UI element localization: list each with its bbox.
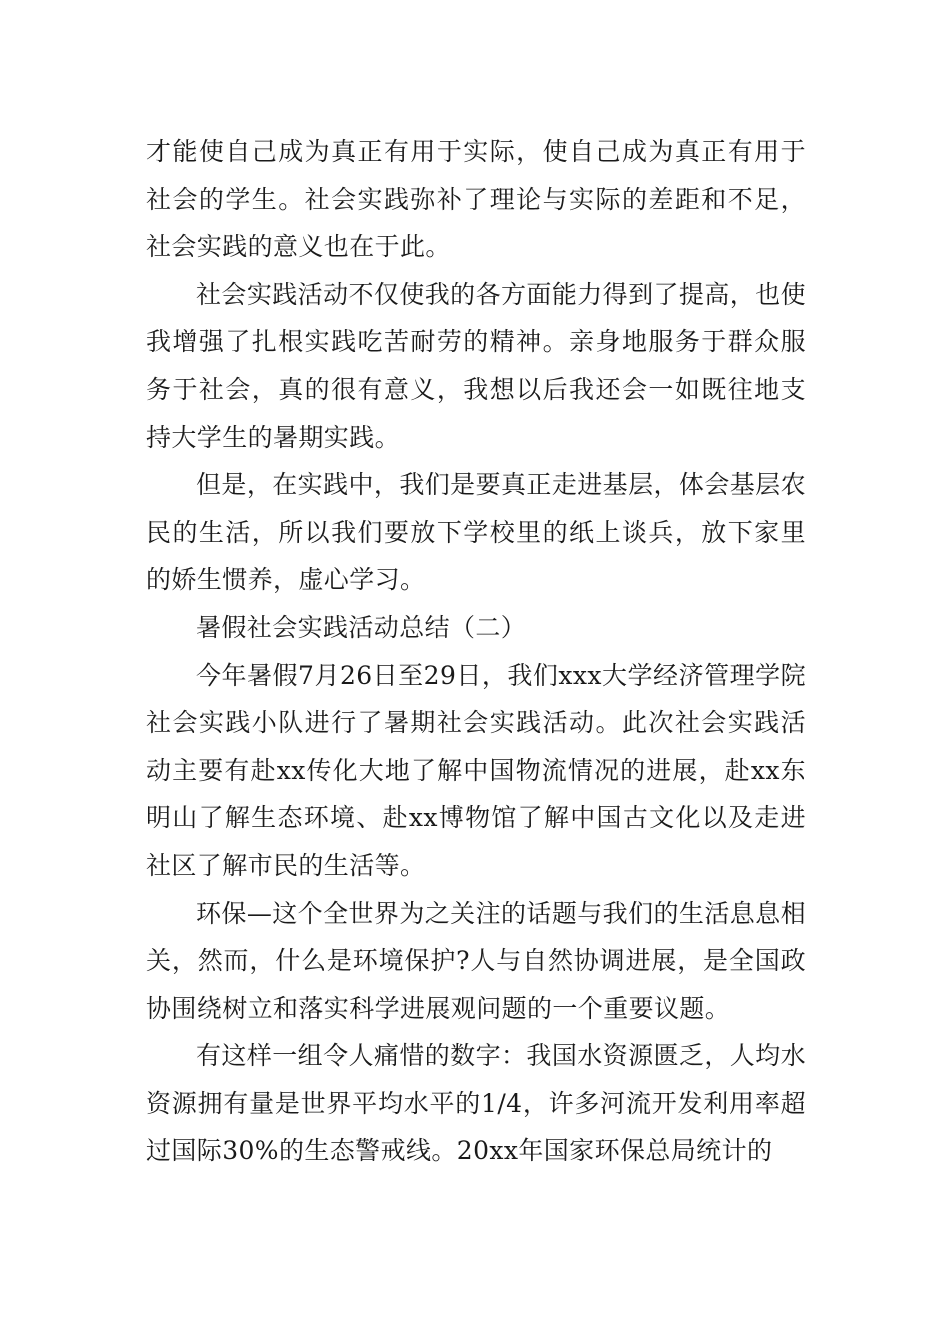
paragraph: 社会实践活动不仅使我的各方面能力得到了提高，也使我增强了扎根实践吃苦耐劳的精神。亲身地服务于群众服务于社会，真的很有意义，我想以后我还会一如既往地支持大学生的暑期实践。 [146,279,806,452]
document-body [146,128,806,1175]
paragraph: 但是，在实践中，我们是要真正走进基层，体会基层农民的生活，所以我们要放下学校里的纸上谈兵，放下家里的娇生惯养，虚心学习。 [146,470,806,595]
paragraph: 环保—这个全世界为之关注的话题与我们的生活息息相关，然而，什么是环境保护?人与自然协调进展，是全国政协围绕树立和落实科学进展观问题的一个重要议题。 [146,898,806,1023]
paragraph: 有这样一组令人痛惜的数字：我国水资源匮乏，人均水资源拥有量是世界平均水平的1/4，许多河流开发利用率超过国际30%的生态警戒线。20xx年国家环保总局统计的 [146,1041,806,1166]
paragraph: 今年暑假7月26日至29日，我们xxx大学经济管理学院社会实践小队进行了暑期社会实践活动。此次社会实践活动主要有赴xx传化大地了解中国物流情况的进展，赴xx东明山了解生态环境、赴xx博物馆了解中国古文化以及走进社区了解市民的生活等。 [146,660,806,880]
paragraph-continuation: 才能使自己成为真正有用于实际，使自己成为真正有用于社会的学生。社会实践弥补了理论与实际的差距和不足，社会实践的意义也在于此。 [146,137,806,262]
section-heading: 暑假社会实践活动总结（二） [196,612,527,642]
